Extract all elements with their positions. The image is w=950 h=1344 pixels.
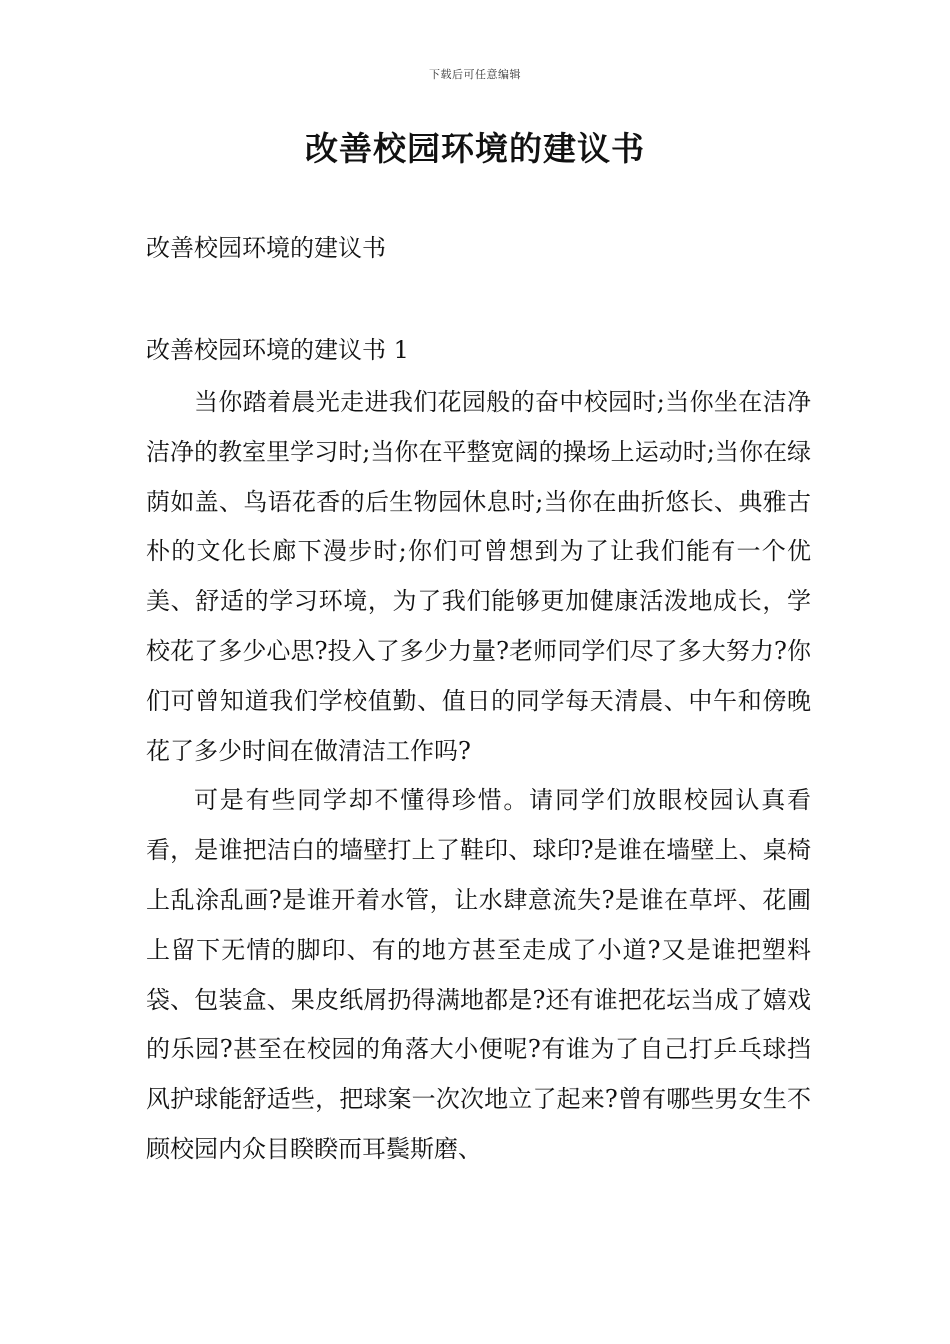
document-subtitle: 改善校园环境的建议书: [146, 234, 386, 262]
body-paragraph: 可是有些同学却不懂得珍惜。请同学们放眼校园认真看看，是谁把洁白的墙壁打上了鞋印、球印?是谁在墙壁上、桌椅上乱涂乱画?是谁开着水管，让水肆意流失?是谁在草坪、花圃上留下无情的脚印、有的地方甚至走成了小道?又是谁把塑料袋、包装盒、果皮纸屑扔得满地都是?还有谁把花坛当成了嬉戏的乐园?甚至在校园的角落大小便呢?有谁为了自己打乒乓球挡风护球能舒适些，把球案一次次地立了起来?曾有哪些男女生不顾校园内众目睽睽而耳鬓斯磨、: [146, 786, 811, 1163]
header-note: 下载后可任意编辑: [429, 68, 521, 81]
body-paragraph: 当你踏着晨光走进我们花园般的奋中校园时;当你坐在洁净洁净的教室里学习时;当你在平整宽阔的操场上运动时;当你在绿荫如盖、鸟语花香的后生物园休息时;当你在曲折悠长、典雅古朴的文化长廊下漫步时;你们可曾想到为了让我们能有一个优美、舒适的学习环境，为了我们能够更加健康活泼地成长，学校花了多少心思?投入了多少力量?老师同学们尽了多大努力?你们可曾知道我们学校值勤、值日的同学每天清晨、中午和傍晚花了多少时间在做清洁工作吗?: [146, 388, 811, 765]
document-title: 改善校园环境的建议书: [305, 129, 645, 168]
document-body: [146, 378, 811, 1175]
section-heading: 改善校园环境的建议书 1: [146, 336, 409, 364]
